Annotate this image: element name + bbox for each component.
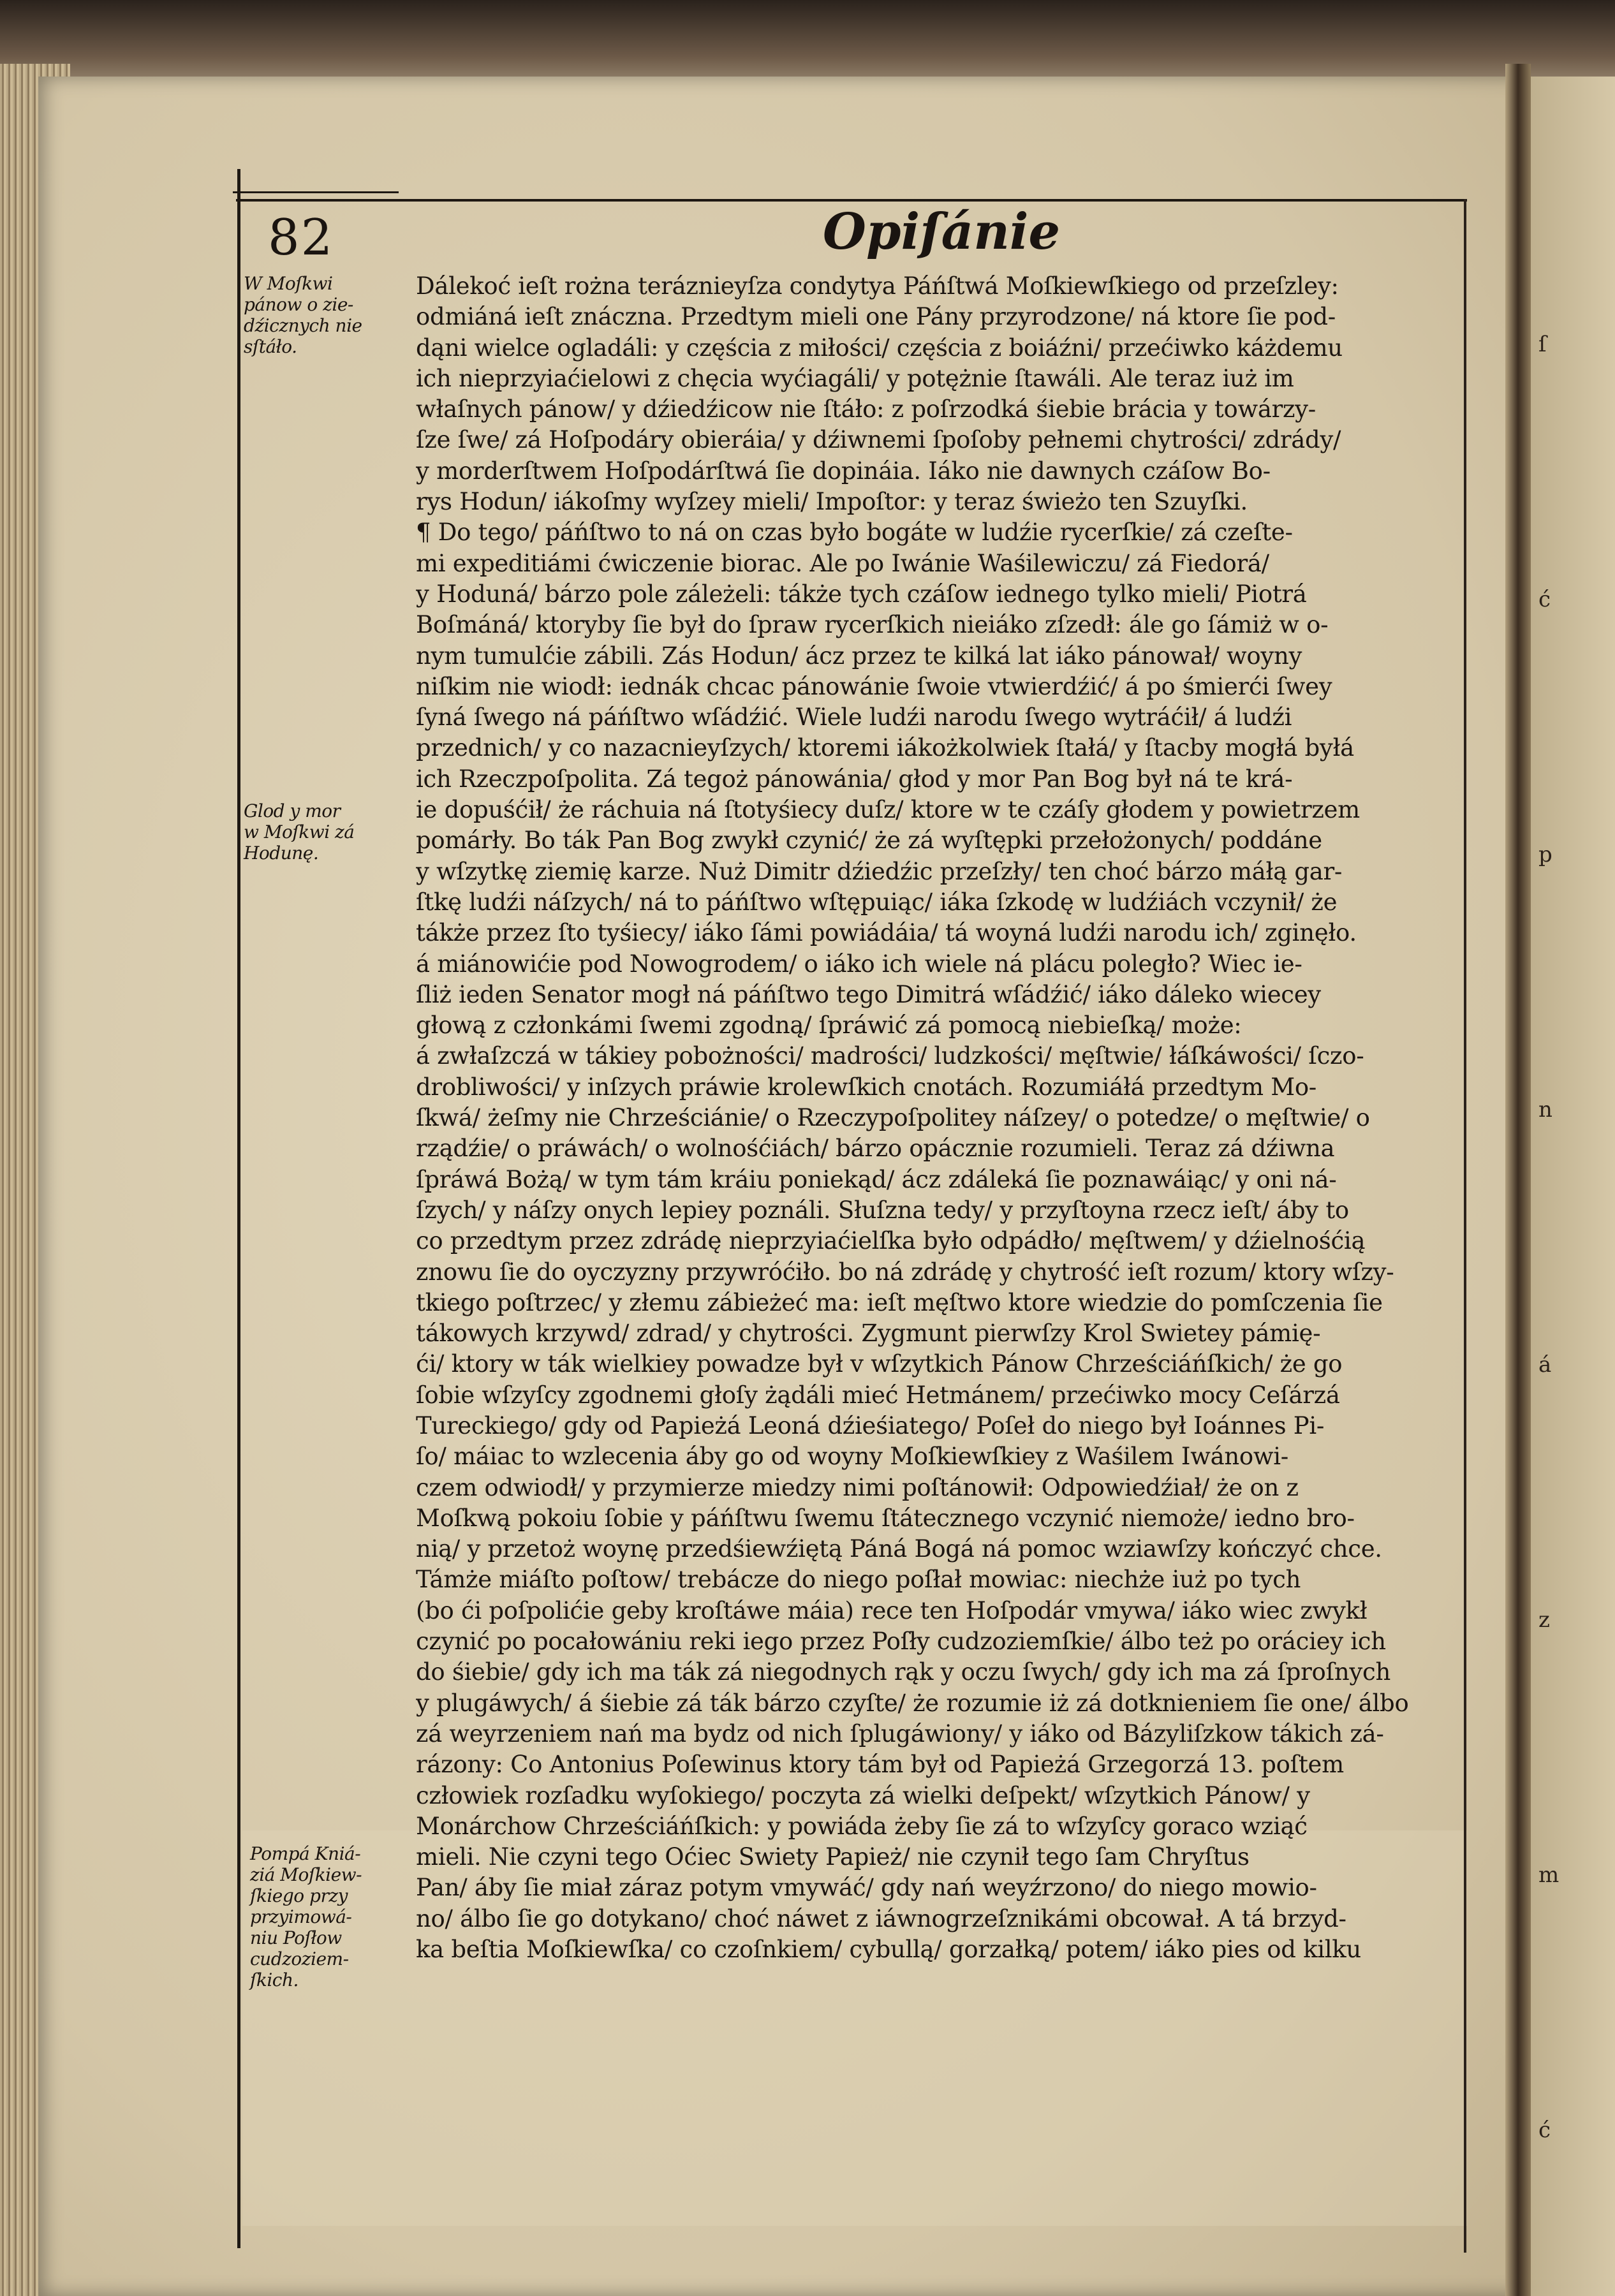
- body-line: zá weyrzeniem nań ma bydz od nich ſplugáwiony/ y iáko od Bázyliſzkow tákich zá-: [416, 1719, 1384, 1748]
- body-line: Tureckiego/ gdy od Papieżá Leoná dźieśiatego/ Poſeł do niego był Ioánnes Pi-: [416, 1411, 1325, 1439]
- page-number: 82: [268, 209, 334, 267]
- body-line: nym tumulćie zábili. Zás Hodun/ ácz przez te kilká lat iáko pánował/ woyny: [416, 642, 1302, 670]
- margin-note-line: Pompá Kniá-: [250, 1843, 361, 1864]
- body-line: á miánowićie pod Nowogrodem/ o iáko ich wiele ná plácu poległo? Wiec ie-: [416, 950, 1302, 978]
- body-line: Támże miáſto poſtow/ trebácze do niego poſłał mowiac: niechże iuż po tych: [416, 1566, 1301, 1594]
- body-line: rządźie/ o práwách/ o wolnośćiách/ bárzo opácznie rozumieli. Teraz zá dźiwna: [416, 1135, 1335, 1163]
- body-line: ich nieprzyiaćielowi z chęcia wyćiagáli/ y potężnie ſtawáli. Ale teraz iuż im: [416, 364, 1294, 392]
- body-line: czem odwiodł/ y przymierze miedzy nimi poſtánowił: Odpowiedźiał/ że on z: [416, 1473, 1299, 1501]
- body-line: niſkim nie wiodł: iednák chcac pánowánie ſwoie vtwierdźić/ á po śmierći ſwey: [416, 672, 1332, 700]
- body-line: mieli. Nie czyni tego Oćiec Swiety Papież/ nie czynił tego ſam Chryſtus: [416, 1843, 1250, 1871]
- body-text: [416, 271, 1462, 2027]
- body-line: y Hoduná/ bárzo pole záleżeli: tákże tych czáſow iednego tylko mieli/ Piotrá: [416, 580, 1307, 608]
- body-line: Boſmáná/ ktoryby ſie był do ſpraw rycerſkich nieiáko zſzedł: ále go ſámiż w o-: [416, 611, 1329, 639]
- book-gutter: [1505, 64, 1531, 2296]
- body-line: głową z członkámi ſwemi zgodną/ ſpráwić zá pomocą niebieſką/ może:: [416, 1012, 1242, 1040]
- body-line: Pan/ áby ſie miał záraz potym vmywáć/ gdy nań weyźrzono/ do niego mowio-: [416, 1874, 1317, 1902]
- body-line: ſo/ máiac to wzlecenia áby go od woyny Moſkiewſkiey z Waśilem Iwánowi-: [416, 1443, 1288, 1471]
- body-line: á zwłaſzczá w tákiey pobożności/ madrości/ ludzkości/ męſtwie/ łáſkáwości/ ſczo-: [416, 1042, 1364, 1070]
- body-line: Moſkwą pokoiu ſobie y páńſtwu ſwemu ſtátecznego vczynić niemoże/ iedno bro-: [416, 1504, 1355, 1532]
- margin-note-line: niu Poſłow: [250, 1927, 342, 1948]
- margin-note-line: w Moſkwi zá: [244, 821, 355, 843]
- body-line: tkiego poſtrzec/ y złemu zábieżeć ma: ieſt męſtwo ktore wiedzie do pomſczenia ſie: [416, 1288, 1383, 1316]
- margin-note: [244, 800, 355, 864]
- margin-rule-top: [233, 191, 399, 193]
- column-rule-right: [1464, 199, 1466, 2253]
- body-line: y morderſtwem Hoſpodárſtwá ſie dopináia. Iáko nie dawnych czáſow Bo-: [416, 457, 1271, 485]
- margin-note-line: pánow o zie-: [244, 294, 353, 315]
- body-line: dąni wielce ogladáli: y częścia z miłości/ częścia z boiáźni/ przećiwko káżdemu: [416, 334, 1343, 362]
- margin-note-line: W Moſkwi: [244, 273, 333, 294]
- body-line: (bo ći poſpolićie geby kroſtáwe máia) rece ten Hoſpodár vmywa/ iáko wiec zwykł: [416, 1596, 1368, 1624]
- margin-note: [250, 1843, 362, 1991]
- body-line: do śiebie/ gdy ich ma ták zá niegodnych rąk y oczu ſwych/ gdy ich ma zá ſproſnych: [416, 1658, 1390, 1686]
- column-rule-left: [237, 169, 240, 2248]
- facing-page-fragment: p: [1538, 842, 1552, 867]
- facing-page-fragment: n: [1538, 1097, 1552, 1122]
- body-line: pomárły. Bo ták Pan Bog zwykł czynić/ że zá wyſtępki przełożonych/ poddáne: [416, 827, 1322, 855]
- margin-note-line: ſkiego przy: [250, 1885, 348, 1906]
- body-line: ſzych/ y náſzy onych lepiey poználi. Słuſzna tedy/ y przyſtoyna rzecz ieſt/ áby to: [416, 1196, 1349, 1224]
- margin-note: [244, 273, 362, 357]
- body-line: mi expeditiámi ćwiczenie biorac. Ale po Iwánie Waśilewiczu/ zá Fiedorá/: [416, 549, 1269, 577]
- margin-note-line: ſkich.: [250, 1969, 299, 1991]
- body-line: no/ álbo ſie go dotykano/ choć náwet z iáwnogrzeſznikámi obcował. A tá brzyd-: [416, 1904, 1346, 1932]
- body-line: y wſzytkę ziemię karze. Nuż Dimitr dźiedźic przeſzły/ ten choć bárzo máłą gar-: [416, 857, 1343, 885]
- body-line: ſze ſwe/ zá Hoſpodáry obieráia/ y dźiwnemi ſpoſoby pełnemi chytrości/ zdrády/: [416, 426, 1341, 454]
- body-line: tákże przez ſto tyśiecy/ iáko ſámi powiádáia/ tá woyná ludźi narodu ich/ zginęło.: [416, 919, 1357, 947]
- header-rule: [236, 199, 1467, 202]
- body-line: znowu ſie do oyczyzny przywróćiło. bo ná zdrádę y chytrość ieſt rozum/ ktory wſzy-: [416, 1258, 1394, 1286]
- margin-note-line: sſtáło.: [244, 336, 297, 357]
- facing-page-fragment: ſ: [1538, 332, 1547, 357]
- body-line: ka beſtia Moſkiewſka/ co czoſnkiem/ cybullą/ gorzałką/ potem/ iáko pies od kilku: [416, 1936, 1361, 1964]
- body-line: rys Hodun/ iákoſmy wyſzey mieli/ Impoſtor: y teraz świeżo ten Szuyſki.: [416, 488, 1248, 516]
- body-line: ie dopuśćił/ że ráchuia ná ſtotyśiecy duſz/ ktore w te czáſy głodem y powietrzem: [416, 796, 1360, 824]
- body-line: [416, 1996, 1462, 2027]
- body-line: [416, 1965, 1462, 1996]
- facing-page-fragment: z: [1538, 1607, 1550, 1633]
- margin-note-line: Glod y mor: [244, 800, 341, 821]
- body-line: ¶ Do tego/ páńſtwo to ná on czas było bogáte w ludźie rycerſkie/ zá czeſte-: [416, 519, 1293, 547]
- running-head: Opiſánie: [823, 203, 1061, 261]
- body-line: ći/ ktory w ták wielkiey powadze był v wſzytkich Pánow Chrześciáńſkich/ że go: [416, 1350, 1343, 1378]
- body-line: odmiáná ieſt znáczna. Przedtym mieli one Pány przyrodzone/ ná ktore ſie pod-: [416, 303, 1336, 331]
- facing-page-fragment: á: [1538, 1352, 1552, 1378]
- body-line: ſpráwá Bożą/ w tym tám kráiu poniekąd/ ácz zdálеká ſie poznawáiąc/ y oni ná-: [416, 1165, 1337, 1193]
- body-line: ſobie wſzyſcy zgodnemi głoſy żądáli mieć Hetmánem/ przećiwko mocy Ceſárzá: [416, 1381, 1340, 1409]
- body-line: ſliż ieden Senator mogł ná páńſtwo tego Dimitrá wſádźić/ iáko dálеko wiecey: [416, 980, 1321, 1008]
- body-line: ſtkę ludźi náſzych/ ná to páńſtwo wſtępuiąc/ iáka ſzkodę w ludźiách vczynił/ że: [416, 888, 1338, 916]
- body-line: właſnych pánow/ y dźiedźicow nie ſtáło: z poſrzodká śiebie brácia y towárzy-: [416, 395, 1316, 423]
- body-line: drobliwości/ y inſzych práwie krolewſkich cnotách. Rozumiáłá przedtym Mo-: [416, 1073, 1316, 1101]
- margin-note-line: cudzoziem-: [250, 1948, 349, 1969]
- margin-note-line: ziá Moſkiew-: [250, 1864, 362, 1885]
- body-line: przednich/ y co nazacnieyſzych/ ktoremi iákożkolwiek ſtałá/ y ſtacby mogłá byłá: [416, 734, 1354, 762]
- body-line: co przedtym przez zdrádę nieprzyiaćielſka było odpádło/ męſtwem/ y dźielnośćią: [416, 1227, 1366, 1255]
- body-line: ich Rzeczpoſpolita. Zá tegoż pánowánia/ głod y mor Pan Bog był ná te krá-: [416, 765, 1293, 793]
- facing-page-fragment: ć: [1538, 587, 1551, 612]
- margin-note-line: przyimowá-: [250, 1906, 352, 1927]
- margin-note-line: Hodunę.: [244, 843, 319, 864]
- facing-page-edge: [1531, 77, 1615, 2296]
- body-line: czynić po pocałowániu reki iego przez Poſły cudzoziemſkie/ álbo też po oráciey ich: [416, 1628, 1386, 1656]
- body-line: człowiek rozſadku wyſokiego/ poczyta zá wielki deſpekt/ wſzytkich Pánow/ y: [416, 1781, 1310, 1809]
- body-line: rázony: Co Antonius Poſewinus ktory tám był od Papieżá Grzegorzá 13. poſtem: [416, 1751, 1344, 1779]
- body-line: y plugáwych/ á śiebie zá ták bárzo czyſte/ że rozumie iż zá dotknieniem ſie one/ álbo: [416, 1689, 1409, 1717]
- body-line: tákowych krzywd/ zdrad/ y chytrości. Zygmunt pierwſzy Krol Swietey pámię-: [416, 1320, 1321, 1348]
- facing-page-fragment: m: [1538, 1862, 1560, 1888]
- margin-note-line: dźicznych nie: [244, 315, 362, 336]
- facing-page-fragment: ć: [1538, 2117, 1551, 2143]
- body-line: ſkwá/ żeſmy nie Chrześciánie/ o Rzeczypoſpolitey náſzey/ o potedze/ o męſtwie/ o: [416, 1104, 1370, 1132]
- body-line: Dálekoć ieſt rożna teráznieyſza condytya Páńſtwá Moſkiewſkiego od przeſzley:: [416, 272, 1339, 300]
- body-line: ſyná ſwego ná páńſtwo wſádźić. Wiele ludźi narodu ſwego wytráćił/ á ludźi: [416, 703, 1292, 732]
- body-line: nią/ y przetoż woynę przedśiewźiętą Páná Bogá ná pomoc wziawſzy kończyć chce.: [416, 1535, 1382, 1563]
- body-line: Monárchow Chrześciáńſkich: y powiáda żeby ſie zá to wſzyſcy goraco wziąć: [416, 1812, 1308, 1840]
